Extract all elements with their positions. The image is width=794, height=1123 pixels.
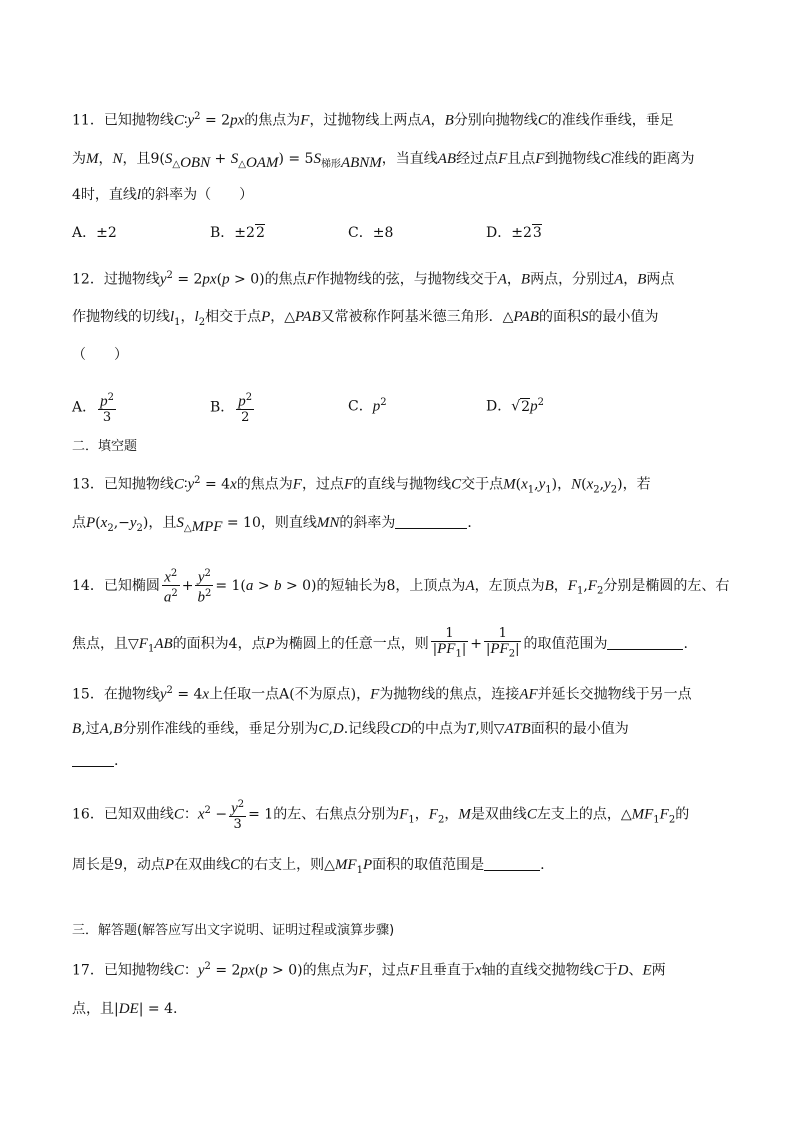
q11-line3: 4时，直线l的斜率为（ ）	[72, 187, 254, 203]
q12-option-d: D．$√2p^2$	[486, 397, 544, 415]
q12-line2: 作抛物线的切线$l_1$，$l_2$相交于点P，△PAB又常被称作阿基米德三角形．△PAB的面积S的最小值为	[72, 309, 659, 328]
q11-option-d: D．±23	[486, 225, 542, 241]
q11-option-c: C．±8	[348, 225, 394, 241]
q13-line2: 点$P(x_2,-y_2)$，且$S_{\triangle MPF} = 10$，则直线MN的斜率为 ．	[72, 515, 482, 535]
section-solutions-heading: 三．解答题(解答应写出文字说明、证明过程或演算步骤)	[72, 923, 395, 938]
q13-line1: 13．已知抛物线$C∶y^2 = 4x$的焦点为F，过点F的直线与抛物线C交于点$M(x_1,y_1)$，$N(x_2,y_2)$，若	[72, 475, 651, 496]
q12-option-a: A． $\frac{p^2}{3}$	[72, 392, 114, 426]
q11-line2: 为M，N，且$9(S_{\triangle OBN} + S_{\triangle OAM}) = 5S_{梯形ABNM}$，当直线AB经过点F且点F到抛物线C准线的距离为	[72, 151, 695, 171]
q14-line1: 14．已知椭圆 $\frac{x^2}{a^2}$ + $\frac{y^2}{b^2}$ = 1(a > b > 0)的短轴长为8，上顶点为A，左顶点为B，$F_1,F_2$分别是椭圆的左、右	[72, 568, 730, 606]
q16-line2: 周长是9，动点P在双曲线C的右支上，则$\triangle MF_1P$面积的取值范围是 .	[72, 857, 545, 876]
section-fill-in-blank-heading: 二．填空题	[72, 439, 138, 454]
q17-line2: 点，且|DE| = 4.	[72, 1001, 178, 1017]
q11-line1: 11．已知抛物线$C∶y^2 = 2px$的焦点为F，过抛物线上两点A，B分别向抛物线C的准线作垂线，垂足	[72, 111, 674, 129]
q15-line1: 15．在抛物线$y^2 = 4x$上任取一点A(不为原点)，F为抛物线的焦点，连接AF并延长交抛物线于另一点	[72, 685, 692, 703]
q11-option-b: B．±22	[210, 225, 265, 241]
q12-option-c: C．$p^2$	[348, 397, 387, 415]
q12-line1: 12．过抛物线$y^2 = 2px(p > 0)$的焦点F作抛物线的弦，与抛物线交于A，B两点，分别过A，B两点	[72, 270, 675, 288]
q16-line1: 16．已知双曲线C：$x^2$ − $\frac{y^2}{3}$ = 1的左、右焦点分别为$F_1$，$F_2$，M是双曲线C左支上的点，$\triangle MF_1F_2$的	[72, 798, 690, 833]
q15-line3: .	[72, 752, 118, 770]
q11-option-a: A．±2	[72, 225, 117, 241]
q15-line2: B,过A,B分别作准线的垂线，垂足分别为C,D.记线段CD的中点为T,则▽ATB面积的最小值为	[72, 721, 629, 737]
q12-line3: （ ）	[72, 347, 128, 363]
q14-line2: 焦点，且$▽F_1AB$的面积为4，点P为椭圆上的任意一点，则 $\frac{1}{|PF_1|}$ + $\frac{1}{|PF_2|}$ 的取值范围为 .	[72, 626, 688, 660]
q17-line1: 17．已知抛物线C：$y^2 = 2px(p > 0)$的焦点为F，过点F且垂直于x轴的直线交抛物线C于D、E两	[72, 961, 666, 979]
q12-option-b: B． $\frac{p^2}{2}$	[210, 392, 253, 426]
